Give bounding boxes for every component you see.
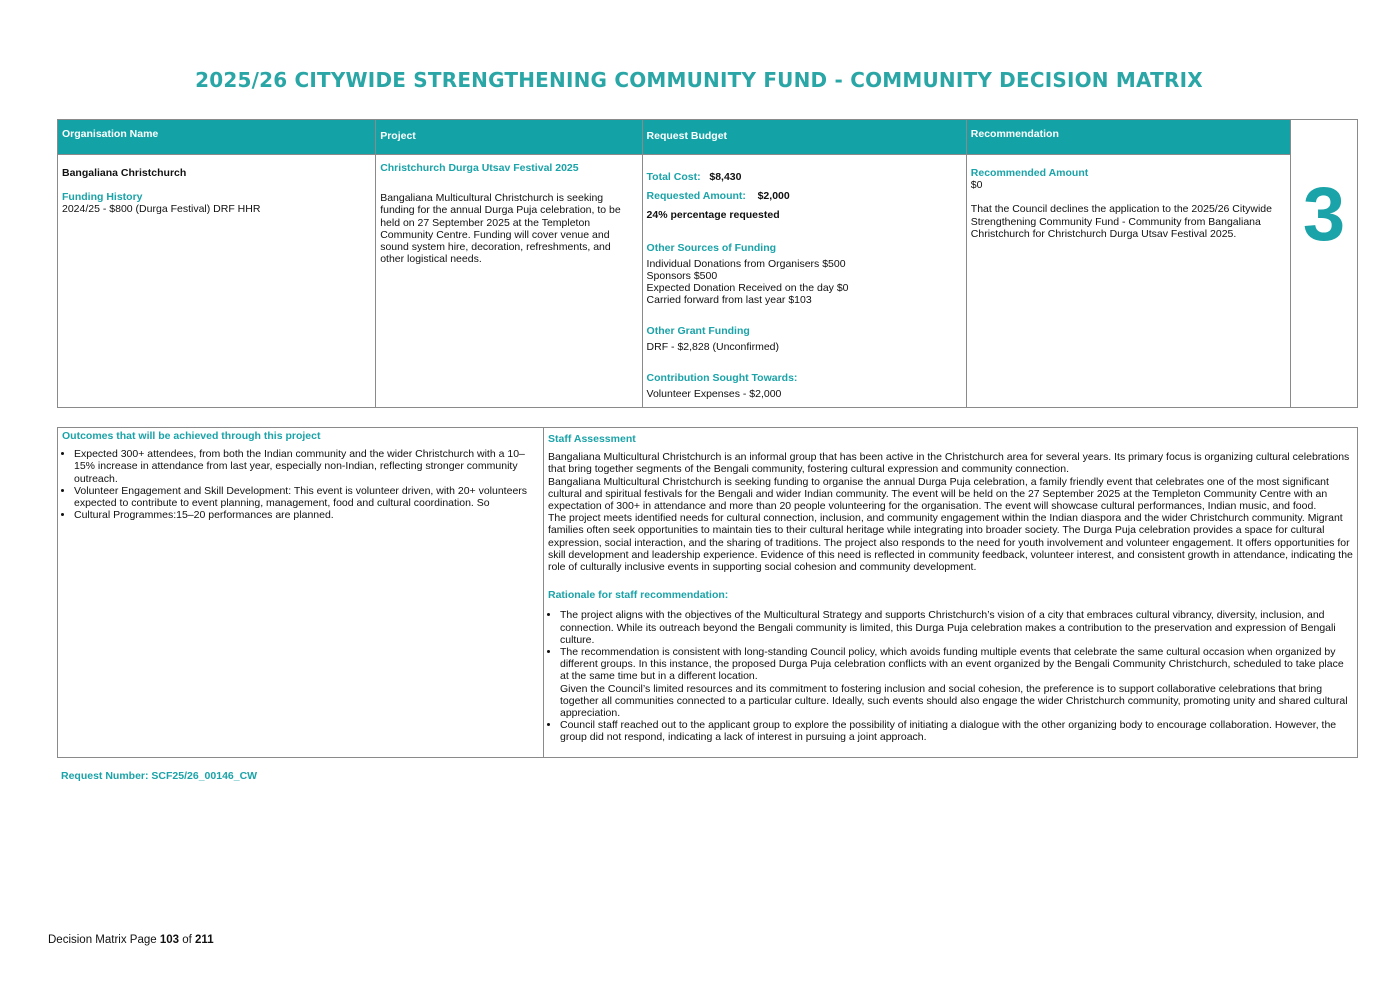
requested-label: Requested Amount: bbox=[646, 190, 746, 203]
other-sources-label: Other Sources of Funding bbox=[646, 241, 777, 254]
page-footer: Decision Matrix Page 103 of 211 bbox=[48, 934, 214, 946]
recommended-amount: $0 bbox=[970, 179, 983, 192]
recommended-amount-label: Recommended Amount bbox=[970, 167, 1089, 179]
assessment-p2: Bangaliana Multicultural Christchurch is seeking funding to organise the annual Durga Puja celebration, a family friendly event that celebrates one of the most significant cultural and spiritual festivals for the Bengali and wider Indian community. The event will be held on the 27 September 2025 at the Templeton Community Centre with an expectation of 300+ in attendance and more than 20 people volunteering for the organisation. The event will showcase cultural performances, Indian music, and food. bbox=[548, 475, 1329, 513]
org-name: Bangaliana Christchurch bbox=[62, 167, 187, 179]
outcome-item: • Expected 300+ attendees, from both the Indian community and the wider Christchurch with a 10–15% increase in attendance from last year, especially non-Indian, reflecting stronger community outreach. bbox=[74, 448, 539, 485]
outcome-item: • Volunteer Engagement and Skill Development: This event is volunteer driven, with 20+ volunteers expected to contribute to event planning, management, food and cultural coordination. So bbox=[74, 485, 539, 509]
contribution: Volunteer Expenses - $2,000 bbox=[646, 388, 782, 401]
assessment-table bbox=[57, 427, 1358, 758]
rationale-item: • Council staff reached out to the applicant group to explore the possibility of initiating a dialogue with the other organizing body to encourage collaboration. However, the group did not respond, indicating a lack of interest in pursuing a joint approach. bbox=[560, 719, 1353, 743]
outcome-item: • Cultural Programmes:15–20 performances are planned. bbox=[74, 509, 539, 521]
other-grant: DRF - $2,828 (Unconfirmed) bbox=[646, 340, 780, 353]
budget-cell bbox=[642, 155, 966, 408]
outcomes-cell bbox=[58, 428, 544, 758]
rationale-item: • The project aligns with the objectives of the Multicultural Strategy and supports Christchurch’s vision of a city that embraces cultural vibrancy, diversity, inclusion, and connection. While its outreach beyond the Bengali community is limited, this Durga Puja celebration makes a contribution to the preservation and expression of Bengali culture. bbox=[560, 609, 1353, 646]
contribution-label: Contribution Sought Towards: bbox=[646, 372, 798, 385]
assessment-cell bbox=[544, 428, 1358, 758]
project-description: Bangaliana Multicultural Christchurch is seeking funding for the annual Durga Puja celebration, to be held on 27 September 2025 at the Templeton Community Centre. Funding will cover venue and sound system hire, decoration, refreshments, and other logistical needs. bbox=[380, 192, 621, 266]
recommendation-text: That the Council declines the application to the 2025/26 Citywide Strengthening Community Fund - Community from Bangaliana Christchurch for Christchurch Durga Utsav Festival 2025. bbox=[970, 203, 1272, 240]
funding-history: 2024/25 - $800 (Durga Festival) DRF HHR bbox=[62, 203, 261, 216]
decision-table bbox=[57, 119, 1358, 408]
assessment-p3: The project meets identified needs for cultural connection, inclusion, and community engagement within the Indian diaspora and the wider Christchurch community. Migrant families often seek opportunities to maintain ties to their cultural heritage while integrating into broader society. The Durga Puja celebration provides a space for cultural expression, social interaction, and the sharing of traditions. The project also responds to the need for youth involvement and volunteer engagement. It offers opportunities for skill development and leadership experience. Evidence of this need is reflected in community feedback, volunteer interest, and consistent growth in attendance, indicating the role of culturally inclusive events in supporting social cohesion and community development. bbox=[548, 512, 1353, 574]
rationale-label: Rationale for staff recommendation: bbox=[548, 589, 729, 602]
other-source: Carried forward from last year $103 bbox=[646, 294, 812, 307]
project-cell bbox=[376, 155, 642, 408]
total-cost-label: Total Cost: bbox=[646, 171, 701, 183]
request-number: Request Number: SCF25/26_00146_CW bbox=[61, 770, 258, 782]
page-title: 2025/26 CITYWIDE STRENGTHENING COMMUNITY FUND - COMMUNITY DECISION MATRIX bbox=[195, 68, 1203, 92]
assessment-label: Staff Assessment bbox=[548, 433, 636, 445]
header-recommendation: Recommendation bbox=[966, 120, 1290, 155]
priority-number: 3 bbox=[1291, 120, 1358, 408]
other-source: Individual Donations from Organisers $500 bbox=[646, 257, 846, 270]
outcomes-label: Outcomes that will be achieved through this project bbox=[62, 430, 321, 442]
percentage-requested: 24% percentage requested bbox=[646, 209, 780, 222]
header-org: Organisation Name bbox=[58, 120, 376, 155]
other-grant-label: Other Grant Funding bbox=[646, 324, 750, 337]
header-budget: Request Budget bbox=[642, 120, 966, 155]
org-cell bbox=[58, 155, 376, 408]
total-cost: $8,430 bbox=[709, 171, 742, 183]
other-source: Sponsors $500 bbox=[646, 270, 718, 283]
recommendation-cell bbox=[966, 155, 1290, 408]
funding-history-label: Funding History bbox=[62, 191, 143, 204]
other-source: Expected Donation Received on the day $0 bbox=[646, 282, 849, 295]
project-name: Christchurch Durga Utsav Festival 2025 bbox=[380, 162, 579, 174]
requested-amount: $2,000 bbox=[757, 190, 790, 203]
assessment-p1: Bangaliana Multicultural Christchurch is an informal group that has been active in the Christchurch area for several years. Its primary focus is organizing cultural celebrations that bring together segments of the Bengali community, fostering cultural expression and community connection. bbox=[548, 451, 1350, 476]
header-project: Project bbox=[376, 120, 642, 155]
rationale-item: • The recommendation is consistent with long-standing Council policy, which avoids funding multiple events that celebrate the same cultural occasion when organized by different groups. In this instance, the proposed Durga Puja celebration conflicts with an event organized by the Bengali Community Christchurch, scheduled to take place at the same time but in a different location. Given the Council’s limited resources and its commitment to fostering inclusion and social cohesion, the preference is to support collaborative celebrations that bring together all communities connected to a particular culture. Ideally, such events should also engage the wider Christchurch community, promoting unity and shared cultural appreciation. bbox=[560, 646, 1353, 719]
